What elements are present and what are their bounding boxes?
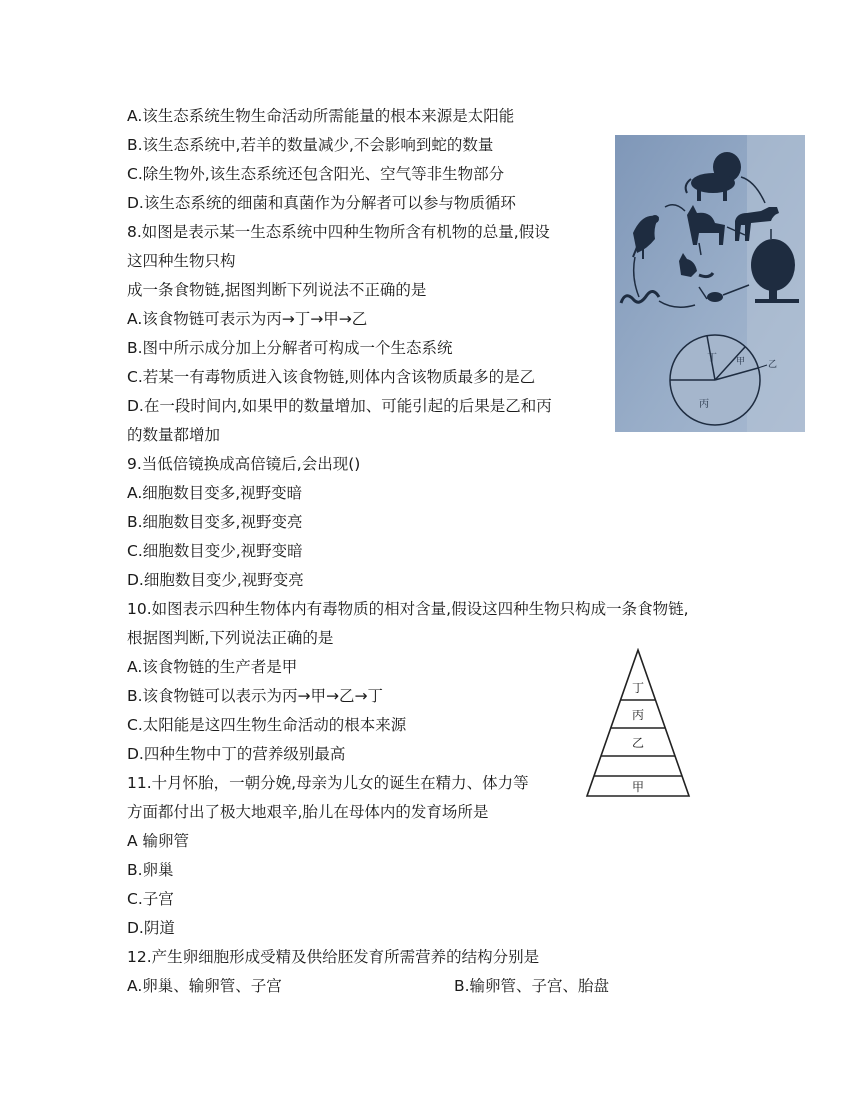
l8: B.图中所示成分加上分解者可构成一个生态系统 bbox=[127, 339, 453, 357]
l19: A.该食物链的生产者是甲 bbox=[127, 658, 298, 676]
l6: 成一条食物链,据图判断下列说法不正确的是 bbox=[127, 281, 427, 299]
l17: 10.如图表示四种生物体内有毒物质的相对含量,假设这四种生物只构成一条食物链, bbox=[127, 600, 689, 618]
mouse-icon bbox=[707, 292, 723, 302]
l14: B.细胞数目变多,视野变亮 bbox=[127, 513, 303, 531]
l26: B.卵巢 bbox=[127, 861, 174, 879]
l7: A.该食物链可表示为丙→丁→甲→乙 bbox=[127, 310, 368, 328]
l4: 8.如图是表示某一生态系统中四种生物所含有机物的总量,假设 bbox=[127, 223, 550, 241]
pie-label-yi: 乙 bbox=[768, 360, 778, 370]
l9: C.若某一有毒物质进入该食物链,则体内含该物质最多的是乙 bbox=[127, 368, 536, 386]
l3: D.该生态系统的细菌和真菌作为分解者可以参与物质循环 bbox=[127, 194, 516, 212]
l29: 12.产生卵细胞形成受精及供给胚发育所需营养的结构分别是 bbox=[127, 948, 540, 966]
l12: 9.当低倍镜换成高倍镜后,会出现() bbox=[127, 455, 361, 473]
pyramid-layer-yi: 乙 bbox=[632, 736, 645, 750]
pyramid-layer-ding: 丁 bbox=[632, 681, 645, 695]
l5: 这四种生物只构 bbox=[127, 252, 236, 270]
l24: 方面都付出了极大地艰辛,胎儿在母体内的发育场所是 bbox=[127, 803, 489, 821]
l0: A.该生态系统生物生命活动所需能量的根本来源是太阳能 bbox=[127, 107, 515, 125]
l20: B.该食物链可以表示为丙→甲→乙→丁 bbox=[127, 687, 384, 705]
l28: D.阴道 bbox=[127, 919, 175, 937]
l27: C.子宫 bbox=[127, 890, 174, 908]
pyramid-layer-jia: 甲 bbox=[632, 780, 645, 794]
l22: D.四种生物中丁的营养级别最高 bbox=[127, 745, 346, 763]
l13: A.细胞数目变多,视野变暗 bbox=[127, 484, 303, 502]
option-b-12: B.输卵管、子宫、胎盘 bbox=[454, 977, 610, 995]
l15: C.细胞数目变少,视野变暗 bbox=[127, 542, 303, 560]
l2: C.除生物外,该生态系统还包含阳光、空气等非生物部分 bbox=[127, 165, 505, 183]
pie-label-bing: 丙 bbox=[699, 399, 709, 410]
pie-label-ding: 丁 bbox=[707, 353, 717, 364]
l10: D.在一段时间内,如果甲的数量增加、可能引起的后果是乙和丙 bbox=[127, 397, 552, 415]
l21: C.太阳能是这四生物生命活动的根本来源 bbox=[127, 716, 407, 734]
l25: A 输卵管 bbox=[127, 832, 190, 850]
l18: 根据图判断,下列说法正确的是 bbox=[127, 629, 334, 647]
l1: B.该生态系统中,若羊的数量减少,不会影响到蛇的数量 bbox=[127, 136, 494, 154]
pyramid-figure bbox=[583, 648, 693, 798]
pie-label-jia: 甲 bbox=[736, 357, 746, 367]
pyramid-layer-bing: 丙 bbox=[632, 708, 645, 722]
food-web-figure bbox=[615, 135, 805, 432]
l23: 11.十月怀胎，一朝分娩,母亲为儿女的诞生在精力、体力等 bbox=[127, 774, 529, 792]
l16: D.细胞数目变少,视野变亮 bbox=[127, 571, 304, 589]
l11: 的数量都增加 bbox=[127, 426, 221, 444]
l30: A.卵巢、输卵管、子宫 bbox=[127, 977, 282, 995]
